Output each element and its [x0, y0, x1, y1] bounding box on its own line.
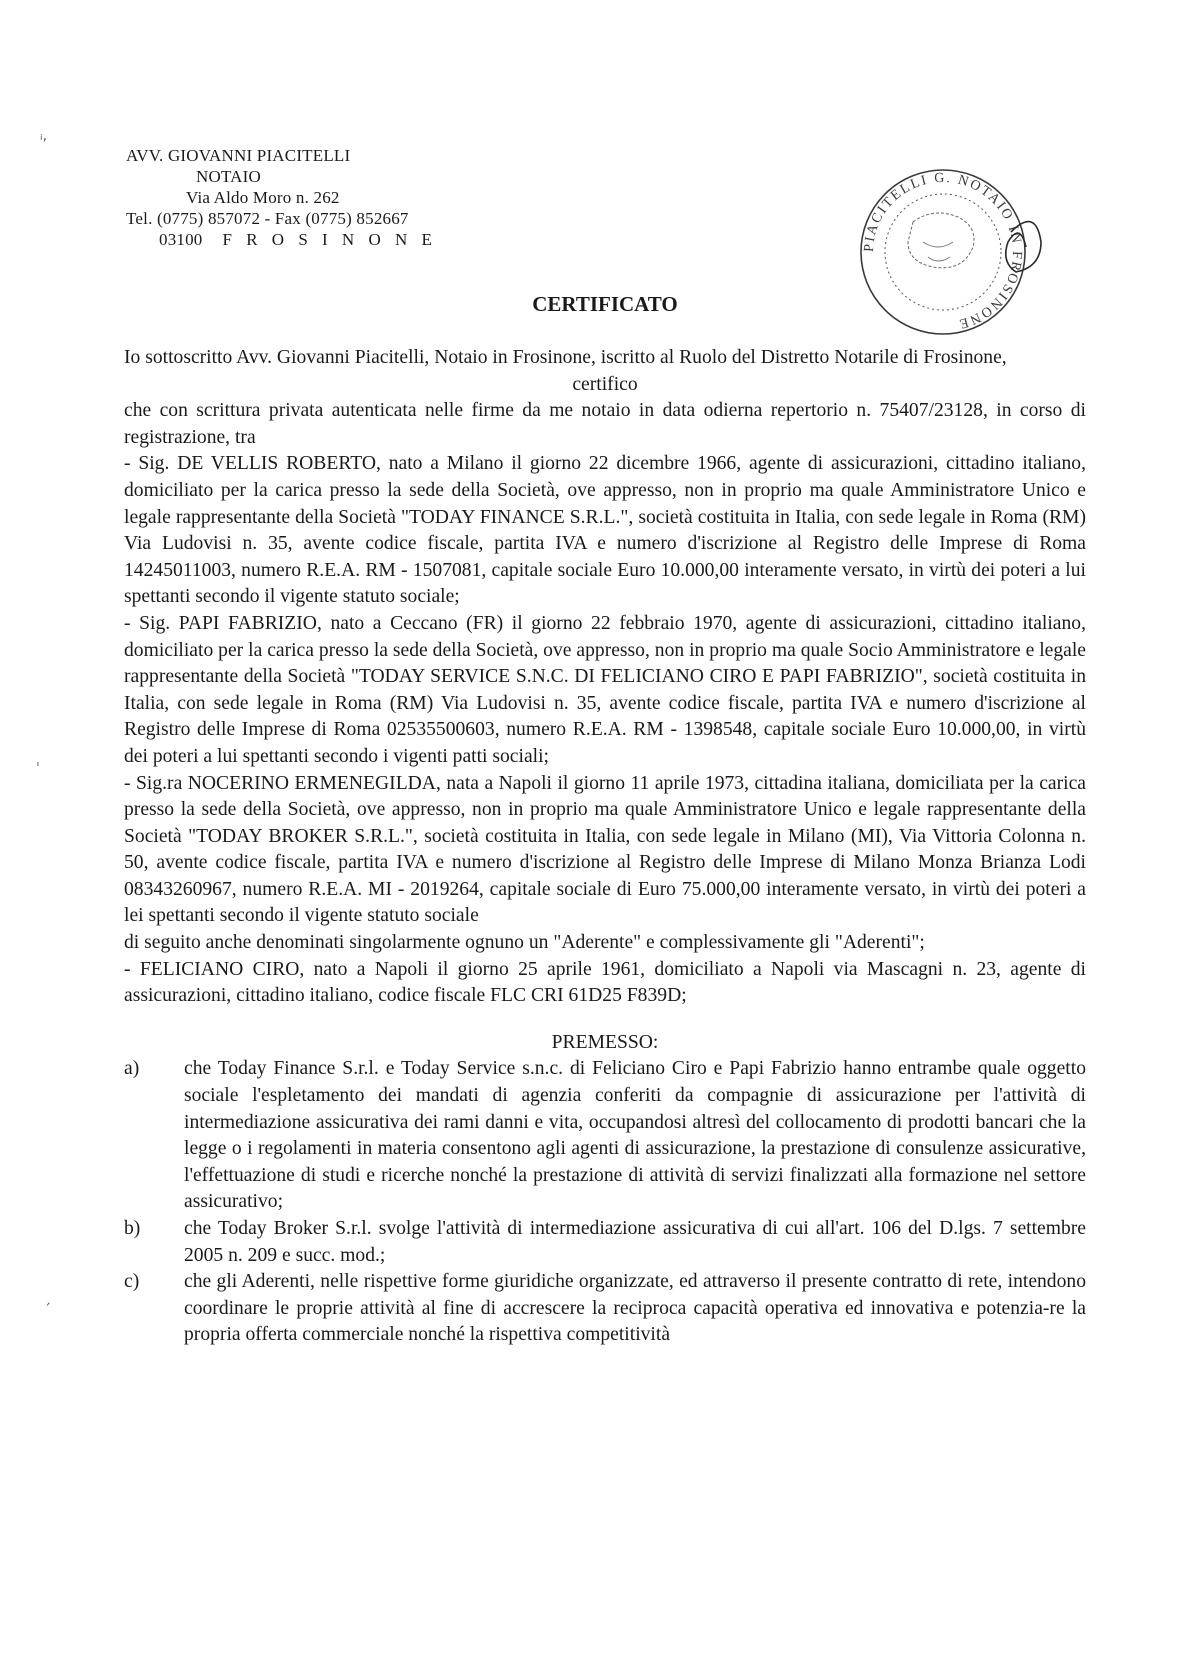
certifico-line: certifico — [572, 373, 638, 395]
notary-address: Via Aldo Moro n. 262 — [186, 188, 340, 207]
premesso-item-a — [124, 1056, 1086, 1216]
premesso-item-b — [124, 1216, 1086, 1269]
notary-role: NOTAIO — [196, 167, 261, 186]
intro-paragraph: Io sottoscritto Avv. Giovanni Piacitelli, Notaio in Frosinone, iscritto al Ruolo del Distretto Notarile di Frosinone, — [124, 347, 1007, 368]
notary-letterhead — [126, 145, 437, 250]
notary-phone: Tel. (0775) 857072 - Fax (0775) 852667 — [126, 209, 409, 228]
notary-postcode: 03100 — [159, 230, 203, 249]
item-text: che Today Finance S.r.l. e Today Service s.n.c. di Feliciano Ciro e Papi Fabrizio hanno entrambe quale oggetto sociale l'espletamento dei mandati di agenzia conferiti da compagnie di assicurazione per l'attività di intermediazione assicurativa dei rami danni e vita, occupandosi altresì del collocamento di prodotti bancari che la legge o i regolamenti in materia consentono agli agenti di assicurazione, la prestazione di consulenze assicurative, l'effettuazione di studi e ricerche nonché la prestazione di attività di servizi finalizzati alla formazione nel settore assicurativo; — [184, 1058, 1086, 1213]
item-label: c) — [124, 1271, 140, 1293]
premesso-item-c — [124, 1269, 1086, 1349]
notary-city: F R O S I N O N E — [222, 230, 437, 249]
party-feliciano: - FELICIANO CIRO, nato a Napoli il giorno 25 aprile 1961, domiciliato a Napoli via Mascagni n. 23, agente di assicurazioni, cittadino italiano, codice fiscale FLC CRI 61D25 F839D; — [124, 958, 1086, 1007]
notary-name: AVV. GIOVANNI PIACITELLI — [126, 146, 351, 165]
notary-city-line — [126, 229, 437, 250]
margin-mark-top: ᵢ‚ — [40, 128, 47, 144]
document-body — [124, 345, 1086, 1349]
premesso-heading: PREMESSO: — [551, 1031, 659, 1053]
item-label: b) — [124, 1218, 141, 1239]
document-title: CERTIFICATO — [532, 292, 678, 316]
item-text: che Today Broker S.r.l. svolge l'attività di intermediazione assicurativa di cui all'art. 106 del D.lgs. 7 settembre 2005 n. 209 e succ. mod.; — [184, 1218, 1086, 1266]
margin-mark-bottom: ˏ — [44, 1290, 51, 1306]
seal-ring-textpath: PIACITELLI G. NOTAIO IN FROSINONE — [861, 170, 1025, 332]
item-label: a) — [124, 1058, 140, 1080]
party-papi: - Sig. PAPI FABRIZIO, nato a Ceccano (FR) il giorno 22 febbraio 1970, agente di assicurazioni, cittadino italiano, domiciliato per la carica presso la sede della Società, ove appresso, non in proprio ma quale Socio Amministratore e legale rappresentante della Società "TODAY SERVICE S.N.C. DI FELICIANO CIRO E PAPI FABRIZIO", società costituita in Italia, con sede legale in Roma (RM) Via Ludovisi n. 35, avente codice fiscale, partita IVA e numero d'iscrizione al Registro delle Imprese di Roma 02535500603, numero R.E.A. RM - 1398548, capitale sociale Euro 10.000,00, in virtù dei poteri a lui spettanti secondo i vigenti patti sociali; — [124, 612, 1086, 767]
deed-paragraph: che con scrittura privata autenticata nelle firme da me notaio in data odierna repertorio n. 75407/23128, in corso di registrazione, tra — [124, 400, 1086, 448]
party-nocerino: - Sig.ra NOCERINO ERMENEGILDA, nata a Napoli il giorno 11 aprile 1973, cittadina italiana, domiciliata per la carica presso la sede della Società, ove appresso, non in proprio ma quale Amministratore Unico e legale rappresentante della Società "TODAY BROKER S.R.L.", società costituita in Italia, con sede legale in Milano (MI), Via Vittoria Colonna n. 50, avente codice fiscale, partita IVA e numero d'iscrizione al Registro delle Imprese di Milano Monza Brianza Lodi 08343260967, numero R.E.A. MI - 2019264, capitale sociale di Euro 75.000,00 interamente versato, in virtù dei poteri a lei spettanti secondo il vigente statuto sociale — [124, 772, 1086, 927]
party-de-vellis: - Sig. DE VELLIS ROBERTO, nato a Milano il giorno 22 dicembre 1966, agente di assicurazioni, cittadino italiano, domiciliato per la carica presso la sede della Società, ove appresso, non in proprio ma quale Amministratore Unico e legale rappresentante della Società "TODAY FINANCE S.R.L.", società costituita in Italia, con sede legale in Roma (RM) Via Ludovisi n. 35, avente codice fiscale, partita IVA e numero d'iscrizione al Registro delle Imprese di Roma 14245011003, numero R.E.A. RM - 1507081, capitale sociale Euro 10.000,00 interamente versato, in virtù dei poteri a lui spettanti secondo il vigente statuto sociale; — [124, 453, 1086, 608]
notary-seal-stamp — [843, 152, 1053, 352]
item-text: che gli Aderenti, nelle rispettive forme giuridiche organizzate, ed attraverso il presente contratto di rete, intendono coordinare le proprie attività al fine di accrescere la reciproca capacità operativa ed innovativa e potenzia-re la propria offerta commerciale nonché la rispettiva competitività — [184, 1271, 1086, 1346]
margin-mark-middle: ˌ — [36, 752, 40, 768]
aderenti-definition: di seguito anche denominati singolarmente ognuno un "Aderente" e complessivamente gli "Aderenti"; — [124, 932, 925, 954]
